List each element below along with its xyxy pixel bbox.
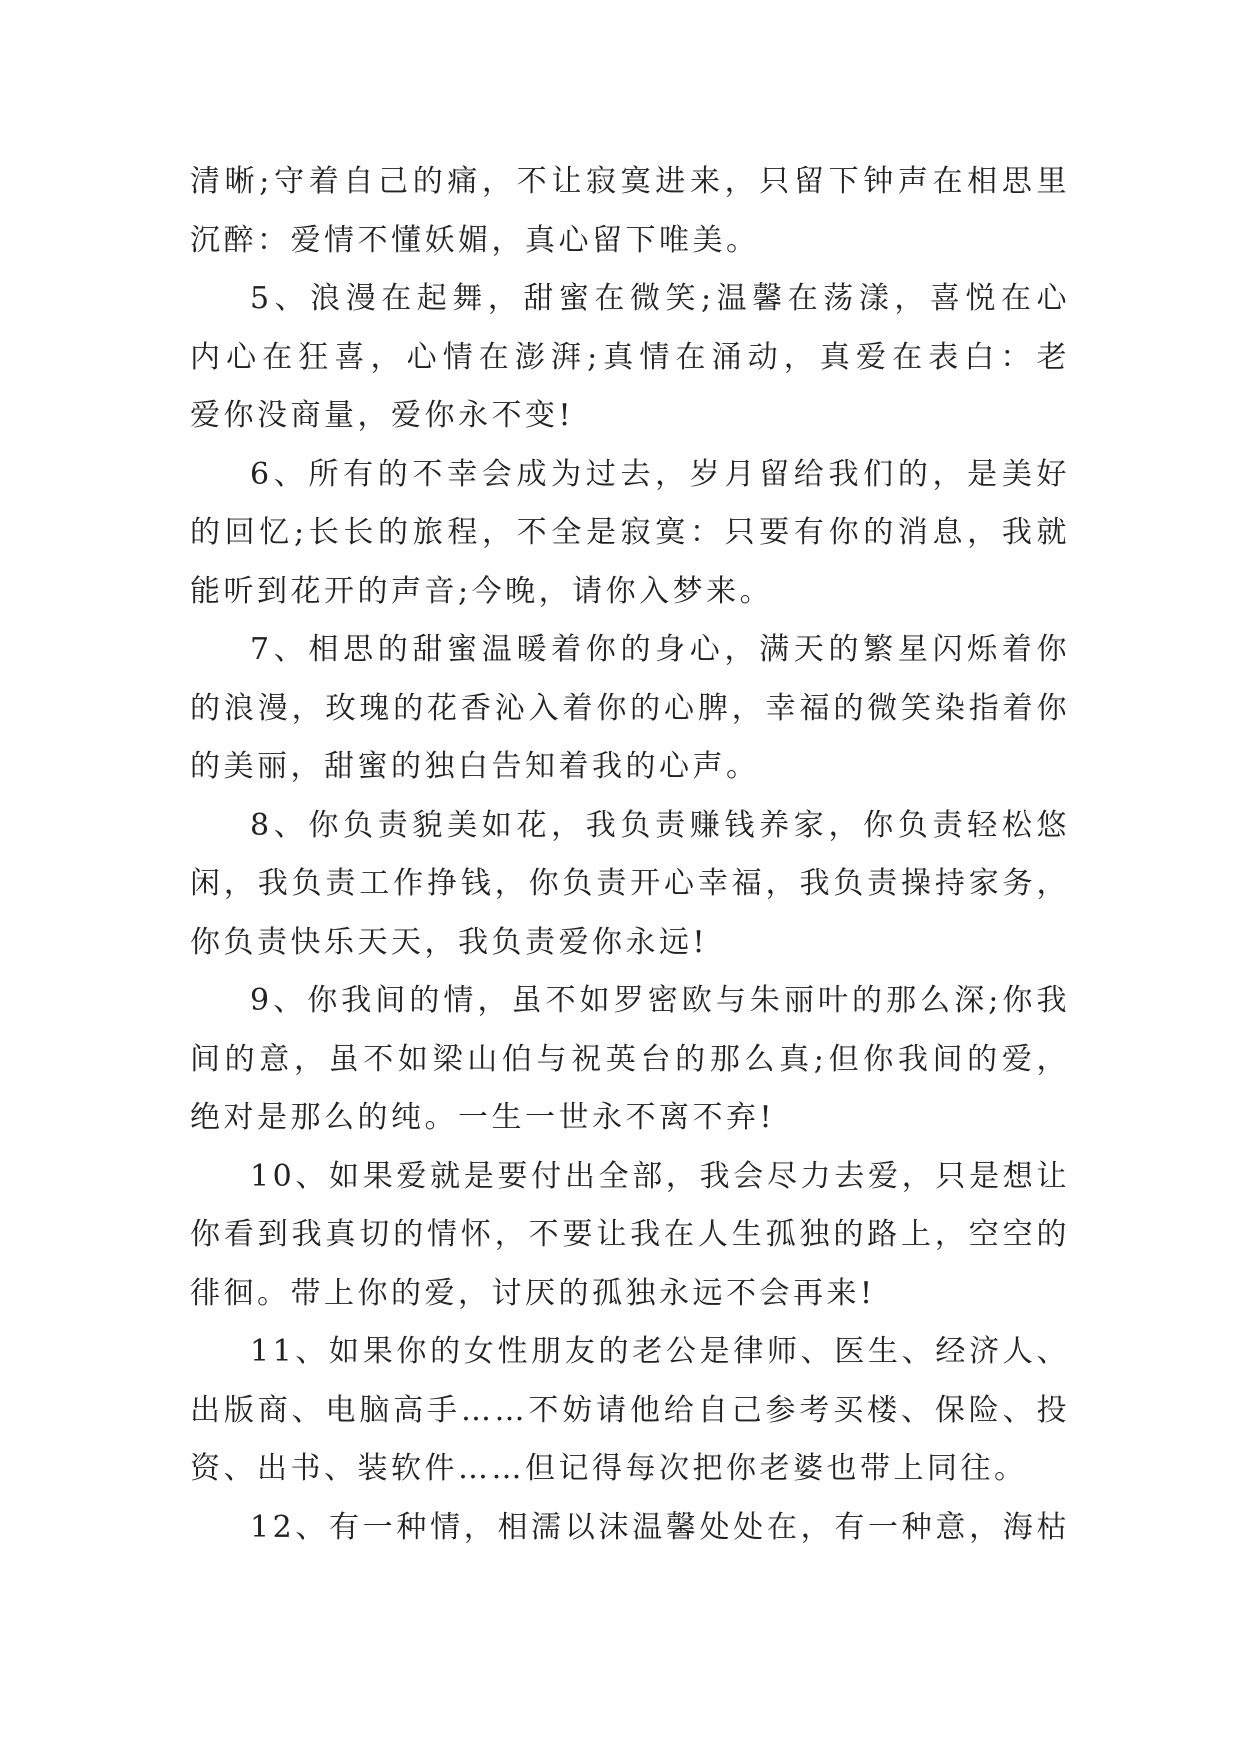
text-line: 资、出书、装软件……但记得每次把你老婆也带上同往。 [190, 1451, 1028, 1486]
text-line: 绝对是那么的纯。一生一世永不离不弃! [190, 1100, 776, 1135]
text-line: 的回忆;长长的旅程，不全是寂寞：只要有你的消息，我就 [190, 515, 1070, 550]
paragraph-10-start: 10、如果爱就是要付出全部，我会尽力去爱，只是想让 [250, 1158, 1070, 1194]
text-line: 沉醉：爱情不懂妖媚，真心留下唯美。 [190, 222, 760, 258]
text-line: 徘徊。带上你的爱，讨厌的孤独永远不会再来! [190, 1275, 876, 1311]
text-line: 你看到我真切的情怀，不要让我在人生孤独的路上，空空的 [190, 1217, 1070, 1252]
paragraph-12-start: 12、有一种情，相濡以沫温馨处处在，有一种意，海枯 [250, 1509, 1070, 1545]
text-line: 的美丽，甜蜜的独白告知着我的心声。 [190, 749, 760, 784]
text-line: 你负责快乐天天，我负责爱你永远! [190, 924, 709, 960]
paragraph-5-start: 5、浪漫在起舞，甜蜜在微笑;温馨在荡漾，喜悦在心 [250, 281, 1070, 316]
paragraph-8-start: 8、你负责貌美如花，我负责赚钱养家，你负责轻松悠 [250, 807, 1070, 843]
text-line: 能听到花开的声音;今晚，请你入梦来。 [190, 573, 774, 609]
paragraph-11-start: 11、如果你的女性朋友的老公是律师、医生、经济人、 [250, 1334, 1070, 1369]
paragraph-9-start: 9、你我间的情，虽不如罗密欧与朱丽叶的那么深;你我 [250, 983, 1070, 1018]
text-line: 爱你没商量，爱你永不变! [190, 398, 575, 433]
text-line: 内心在狂喜，心情在澎湃;真情在涌动，真爱在表白：老 [190, 339, 1070, 375]
text-line: 清晰;守着自己的痛，不让寂寞进来，只留下钟声在相思里 [190, 164, 1070, 199]
text-line: 的浪漫，玫瑰的花香沁入着你的心脾，幸福的微笑染指着你 [190, 690, 1070, 726]
text-line: 间的意，虽不如梁山伯与祝英台的那么真;但你我间的爱， [190, 1041, 1070, 1077]
paragraph-6-start: 6、所有的不幸会成为过去，岁月留给我们的，是美好 [250, 456, 1070, 492]
text-line: 闲，我负责工作挣钱，你负责开心幸福，我负责操持家务， [190, 866, 1070, 901]
text-line: 出版商、电脑高手……不妨请他给自己参考买楼、保险、投 [190, 1392, 1070, 1428]
paragraph-7-start: 7、相思的甜蜜温暖着你的身心，满天的繁星闪烁着你 [250, 632, 1070, 667]
document-body [190, 153, 1070, 1557]
